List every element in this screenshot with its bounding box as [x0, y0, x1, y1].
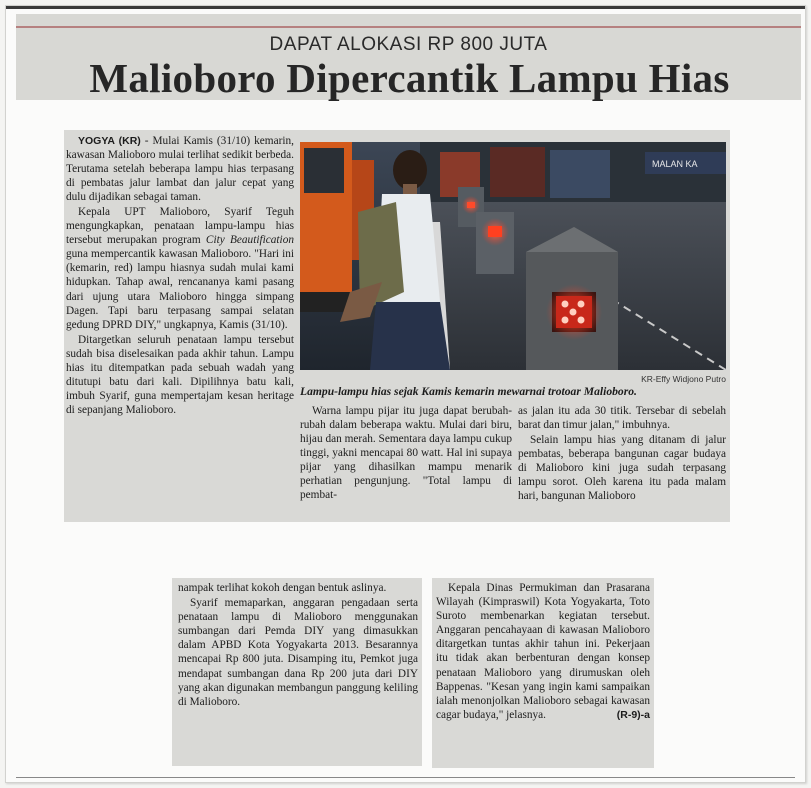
article-column-3 — [518, 404, 726, 503]
kicker: DAPAT ALOKASI RP 800 JUTA — [269, 34, 548, 55]
photo-credit: KR-Effy Widjono Putro — [641, 374, 726, 384]
photo-illustration — [300, 142, 726, 370]
paragraph: as jalan itu ada 30 titik. Tersebar di sebelah barat dan timur jalan," imbuhnya. — [518, 405, 726, 432]
top-rule — [6, 6, 805, 9]
paragraph: Syarif memaparkan, anggaran pengadaan serta penataan lampu di Malioboro menggunakan sumbangan dari Pemda DIY yang dimasukkan dalam APBD Kota Yogyakarta 2013. Besarannya mencapai Rp 800 juta. Disamping itu, Pemkot juga mendapat sumbangan dana Rp 200 juta dari DIY yang akan digunakan membangun panggung keliling di Malioboro. — [178, 597, 418, 708]
continuation-clipping-2 — [432, 578, 654, 768]
program-name: City Beautification — [205, 234, 294, 247]
headline-block — [16, 14, 801, 100]
paragraph-text: - Mulai Kamis (31/10) kemarin, kawasan Malioboro mulai terlihat sedikit berbeda. Terutama setelah beberapa lampu hias terpasang di pembatas jalur lambat dan jalur cepat yang dulu dijadikan sebagai taman. — [66, 135, 294, 204]
article-column-1 — [66, 134, 294, 417]
paragraph — [436, 581, 650, 722]
continuation-clipping-1 — [172, 578, 422, 766]
news-photo — [300, 142, 726, 370]
bottom-rule — [16, 777, 795, 778]
paragraph: Selain lampu hias yang ditanam di jalur pembatas, beberapa bangunan cagar budaya di Malioboro kini juga sudah terpasang lampu sorot. Oleh karena itu pada malam hari, bangunan Malioboro — [518, 434, 726, 503]
article-column-2 — [300, 404, 512, 502]
photo-caption: Lampu-lampu hias sejak Kamis kemarin mewarnai trotoar Malioboro. — [300, 385, 637, 398]
street-sign-text: MALAN KA — [652, 159, 698, 169]
paragraph-text: Kepala Dinas Permukiman dan Prasarana Wilayah (Kimpraswil) Kota Yogyakarta, Toto Suroto membenarkan kegiatan tersebut. Anggaran pencahayaan di kawasan Malioboro ditargetkan tuntas akhir tahun ini. Pekerjaan itu tidak akan berbenturan dengan konsep penataan Malioboro yang dirumuskan oleh Bappenas. "Kesan yang ingin kami sampaikan ialah menonjolkan Malioboro sebagai kawasan cagar budaya," jelasnya. — [436, 582, 650, 721]
paragraph-text: Kepala UPT Malioboro, Syarif Teguh mengungkapkan, penataan lampu-lampu hias tersebut merupakan program — [66, 206, 294, 247]
paragraph: nampak terlihat kokoh dengan bentuk aslinya. — [178, 582, 387, 594]
headline-rule — [16, 26, 801, 28]
paragraph: Ditargetkan seluruh penataan lampu tersebut sudah bisa diselesaikan pada akhir tahun. Lampu hias itu ditempatkan pada sebuah wadah yang ditutupi batu dari kali. Dipilihnya batu kali, imbuh Syarif, guna mempertajam kesan heritage di sepanjang Malioboro. — [66, 333, 294, 416]
dateline: YOGYA (KR) — [78, 135, 141, 147]
paragraph-text: guna mempercantik kawasan Malioboro. "Hari ini (kemarin, red) lampu hiasnya sudah mulai kami hidupkan. Tahap awal, rencananya kami pasang dari ujung utara Malioboro hingga simpang Dagen. Tapi baru terpasang sampai selatan gedung DPRD DIY," ungkapnya, Kamis (31/10). — [66, 248, 294, 331]
author-signoff: (R-9)-a — [616, 708, 650, 721]
paragraph: Warna lampu pijar itu juga dapat berubah-rubah dalam beberapa waktu. Mulai dari biru, hijau dan merah. Sementara daya lampu cukup tinggi, yakni mencapai 80 watt. Hal ini supaya pijar yang dihasilkan mampu menarik perhatian pengunjung. "Total lampu di pembat- — [300, 405, 512, 502]
headline: Malioboro Dipercantik Lampu Hias — [89, 55, 730, 101]
